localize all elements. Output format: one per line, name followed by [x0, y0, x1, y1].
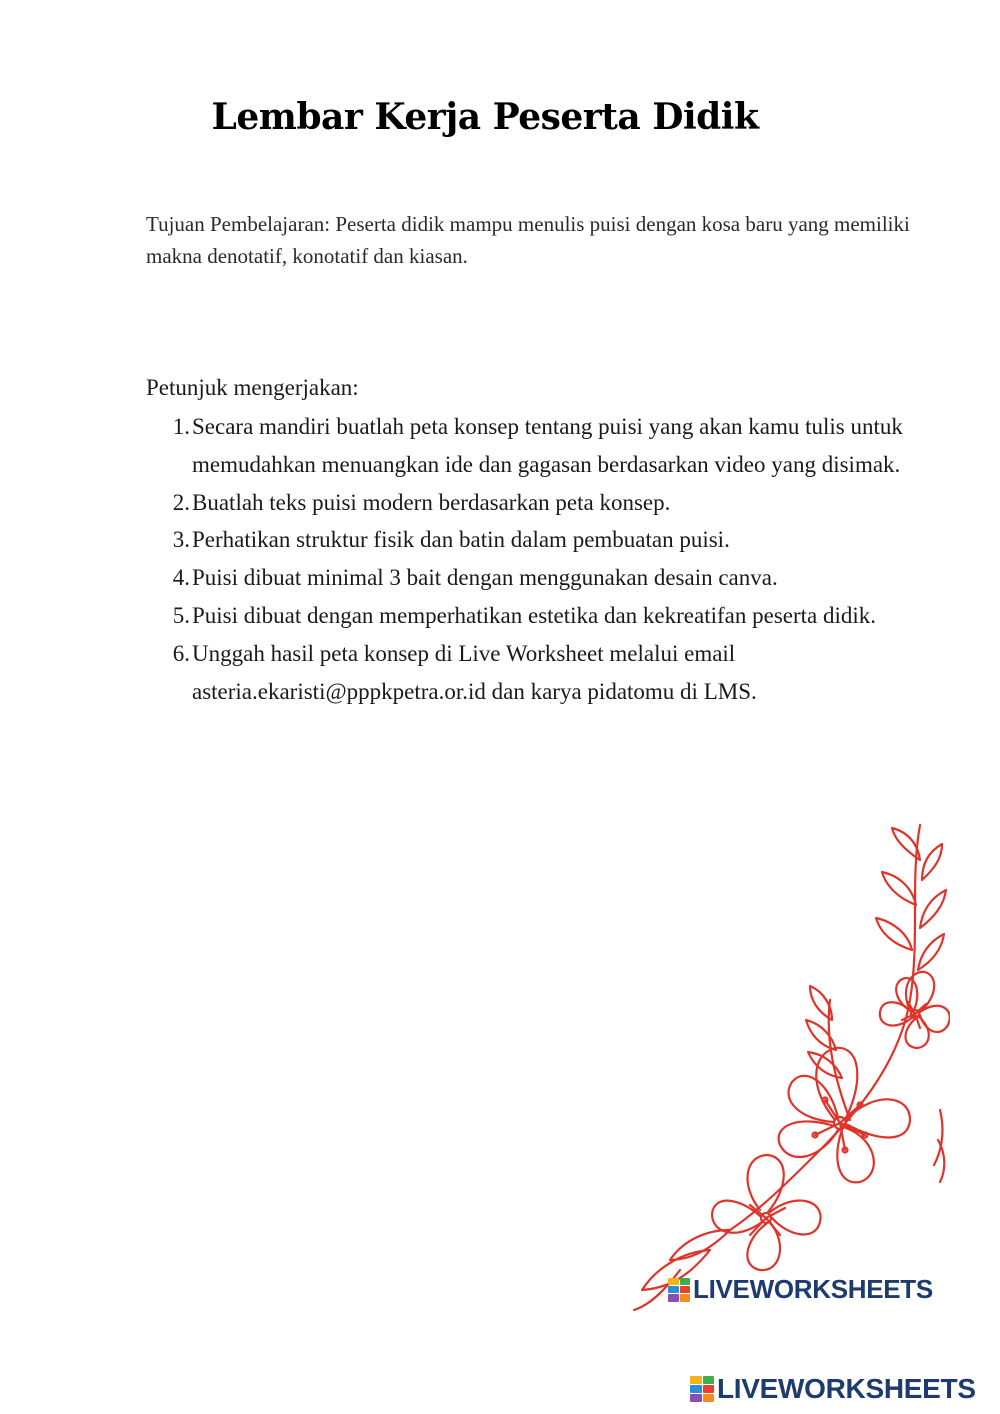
step-text: Buatlah teks puisi modern berdasarkan peta konsep.	[192, 489, 671, 515]
floral-leaf	[670, 1230, 730, 1260]
list-item	[146, 484, 906, 522]
step-text: Puisi dibuat dengan memperhatikan estetika dan kekreatifan peserta didik.	[192, 602, 877, 628]
list-item	[146, 559, 906, 597]
list-item	[146, 408, 906, 484]
liveworksheets-footer-logo	[690, 1373, 976, 1405]
step-number: 6.	[172, 640, 190, 666]
flower-upper	[880, 972, 950, 1048]
step-text: Puisi dibuat minimal 3 bait dengan menggunakan desain canva.	[192, 565, 778, 591]
learning-objective: Tujuan Pembelajaran: Peserta didik mampu menulis puisi dengan kosa baru yang memiliki makna denotatif, konotatif dan kiasan.	[146, 212, 910, 268]
floral-leaf	[808, 1052, 842, 1078]
watermark-text: LIVEWORKSHEETS	[717, 1373, 976, 1404]
floral-leaf	[934, 1110, 942, 1165]
floral-leaf	[806, 1020, 836, 1050]
step-number: 1.	[172, 414, 190, 439]
step-number: 5.	[172, 602, 190, 628]
instructions-heading: Petunjuk mengerjakan:	[146, 375, 359, 400]
floral-corner-icon	[620, 820, 950, 1320]
step-number: 2.	[172, 489, 190, 515]
floral-leaf	[882, 872, 916, 905]
step-text: Perhatikan struktur fisik dan batin dalam pembuatan puisi.	[192, 527, 730, 553]
floral-leaf	[938, 1140, 944, 1182]
list-item	[146, 597, 906, 635]
floral-leaf	[920, 890, 946, 928]
page-title: Lembar Kerja Peserta Didik	[211, 96, 759, 138]
step-text: Secara mandiri buatlah peta konsep tentang puisi yang akan kamu tulis untuk memudahkan menuangkan ide dan gagasan berdasarkan video yang disimak.	[192, 414, 903, 477]
step-number: 4.	[172, 565, 190, 591]
floral-stem	[730, 825, 920, 1230]
watermark-text: LIVEWORKSHEETS	[693, 1274, 933, 1304]
liveworksheets-logo-icon	[668, 1278, 690, 1302]
list-item	[146, 635, 906, 711]
step-text: Unggah hasil peta konsep di Live Worksheet melalui email asteria.ekaristi@pppkpetra.or.id dan karya pidatomu di LMS.	[192, 640, 757, 704]
instructions-list	[146, 408, 906, 710]
floral-leaf	[876, 918, 912, 950]
step-number: 3.	[172, 527, 190, 553]
liveworksheets-watermark	[668, 1274, 933, 1305]
flower-lower	[712, 1155, 821, 1270]
flower-center	[779, 1048, 910, 1183]
list-item	[146, 521, 906, 559]
liveworksheets-logo-icon	[690, 1376, 714, 1403]
floral-leaf	[922, 844, 942, 880]
floral-leaf	[918, 934, 944, 970]
